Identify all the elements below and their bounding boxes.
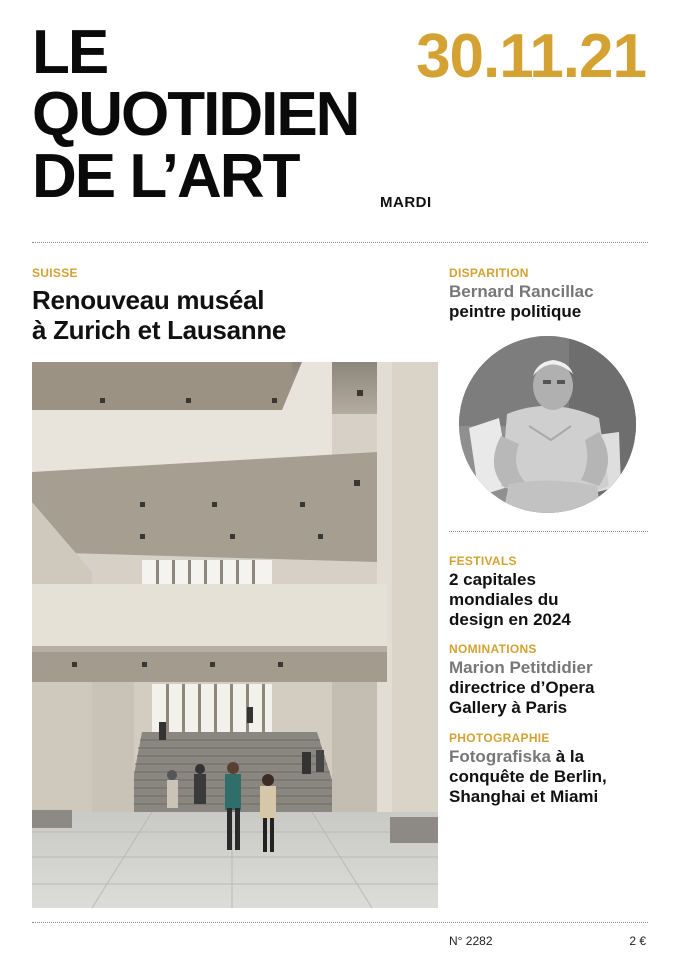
sidebar-name-rancillac: Bernard Rancillac	[449, 282, 594, 301]
issue-number: N° 2282	[449, 934, 493, 948]
lead-headline	[32, 285, 432, 345]
sidebar-item-nominations[interactable]	[449, 642, 649, 718]
sidebar-kicker-disparition: DISPARITION	[449, 266, 529, 280]
issue-price: 2 €	[629, 934, 646, 948]
lead-headline-line-1: Renouveau muséal	[32, 285, 265, 315]
portrait-bernard-rancillac	[459, 336, 636, 513]
sidebar-title-disparition	[449, 282, 649, 322]
sidebar-title-photographie	[449, 747, 649, 807]
lead-story[interactable]	[32, 266, 432, 345]
lead-kicker: SUISSE	[32, 266, 78, 280]
masthead-line-1: LE	[32, 18, 108, 87]
sidebar-title-nominations	[449, 658, 639, 718]
sidebar-item-disparition[interactable]	[449, 266, 649, 322]
sidebar-rest-petitdidier: directrice d’Opera Gallery à Paris	[449, 678, 595, 717]
sidebar-rest-fotografiska: à la conquête de Berlin, Shanghai et Miami	[449, 747, 607, 806]
masthead-title	[32, 18, 359, 211]
issue-weekday: MARDI	[380, 194, 432, 211]
issue-date: 30.11.21	[416, 22, 646, 91]
sidebar-rest-rancillac: peintre politique	[449, 302, 582, 321]
sidebar-name-petitdidier: Marion Petitdidier	[449, 658, 593, 677]
sidebar-title-festivals: 2 capitales mondiales du design en 2024	[449, 570, 571, 629]
top-divider	[32, 242, 648, 243]
sidebar-divider	[449, 531, 648, 532]
masthead-line-3: DE L’ART	[32, 142, 299, 211]
bottom-divider	[32, 922, 648, 923]
sidebar-item-photographie[interactable]	[449, 731, 649, 807]
sidebar-kicker-festivals: FESTIVALS	[449, 554, 517, 568]
sidebar-name-fotografiska: Fotografiska	[449, 747, 552, 766]
masthead-line-2: QUOTIDIEN	[32, 80, 359, 149]
lead-photo-museum-atrium	[32, 362, 438, 908]
sidebar-item-festivals[interactable]	[449, 554, 649, 630]
lead-headline-line-2: à Zurich et Lausanne	[32, 315, 287, 345]
sidebar-kicker-photographie: PHOTOGRAPHIE	[449, 731, 550, 745]
sidebar-kicker-nominations: NOMINATIONS	[449, 642, 537, 656]
